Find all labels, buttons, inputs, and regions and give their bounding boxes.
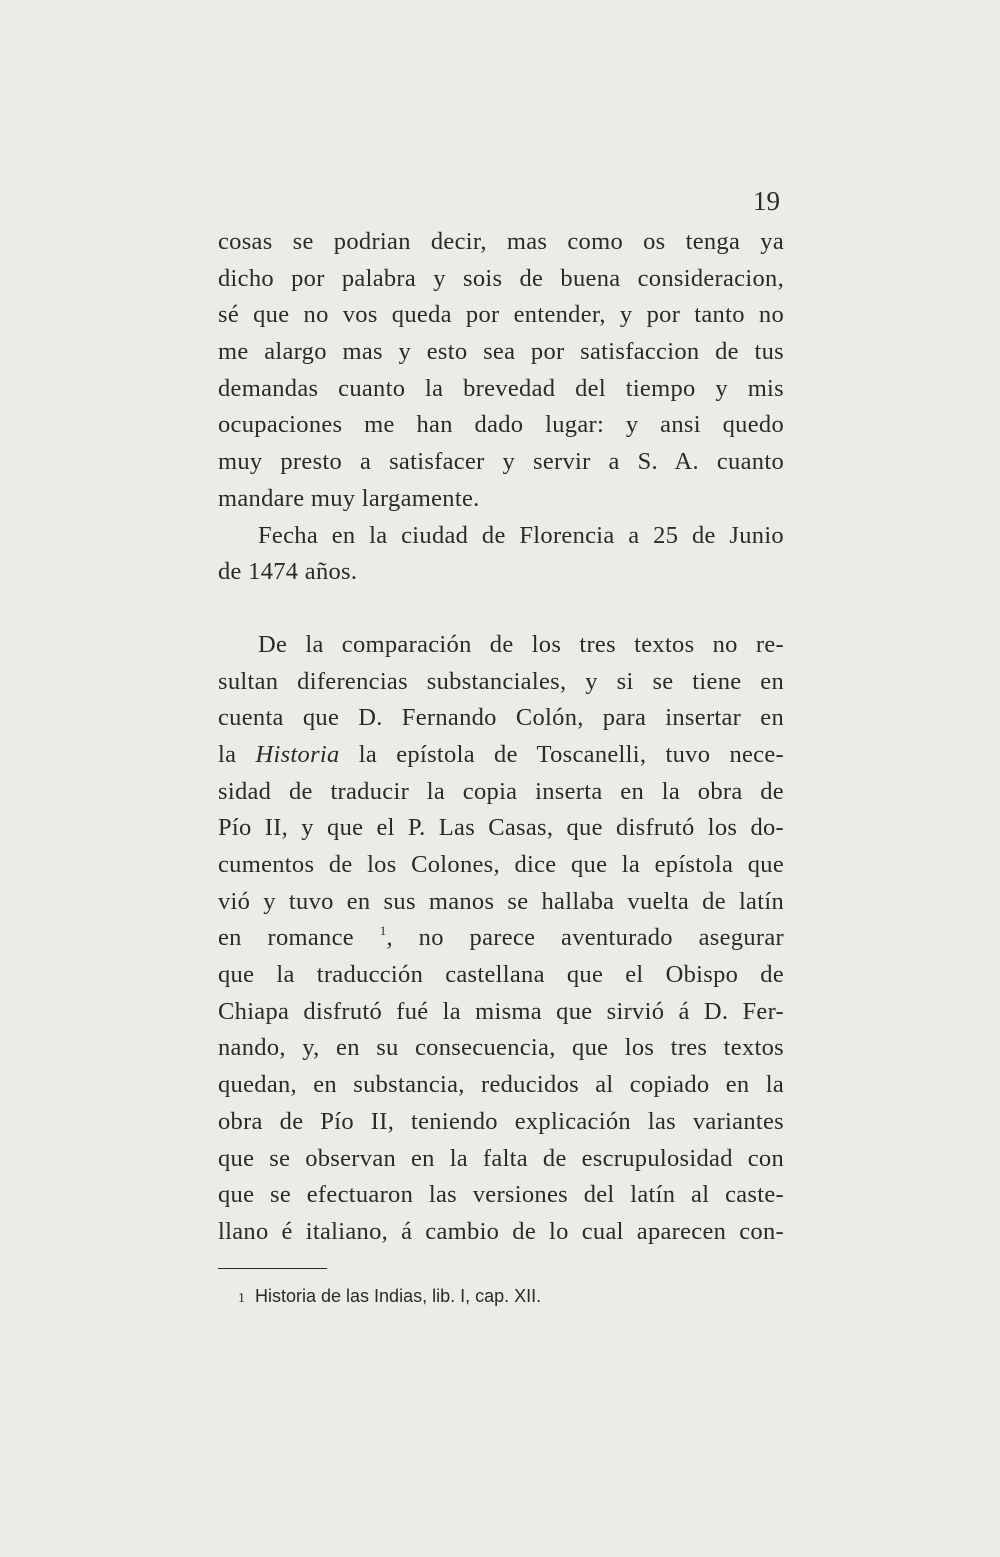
paragraph-date xyxy=(218,518,784,591)
text-line: de 1474 años. xyxy=(218,558,358,586)
text-line: demandas cuanto la brevedad del tiempo y mis xyxy=(218,374,784,402)
paragraph-spacer xyxy=(218,591,784,627)
text-line: De la comparación de los tres textos no re- xyxy=(258,630,784,658)
footnote-number: 1 xyxy=(238,1291,245,1306)
text-line: sultan diferencias substanciales, y si se tiene en xyxy=(218,667,784,695)
text-line: sidad de traducir la copia inserta en la obra de xyxy=(218,777,784,805)
footnote-divider xyxy=(218,1268,327,1269)
text-segment: la xyxy=(218,740,256,768)
text-line: dicho por palabra y sois de buena consideracion, xyxy=(218,264,784,292)
text-line: nando, y, en su consecuencia, que los tres textos xyxy=(218,1034,784,1062)
footnote-text: Historia de las Indias, lib. I, cap. XII. xyxy=(255,1286,542,1306)
text-line: Chiapa disfrutó fué la misma que sirvió á D. Fer- xyxy=(218,997,784,1025)
text-line: me alargo mas y esto sea por satisfaccion de tus xyxy=(218,338,784,366)
text-line: ocupaciones me han dado lugar: y ansi quedo xyxy=(218,411,784,439)
footnote xyxy=(238,1284,541,1311)
text-line: cuenta que D. Fernando Colón, para insertar en xyxy=(218,704,784,732)
text-segment: en romance xyxy=(218,924,380,952)
paragraph-comparison xyxy=(218,627,784,1251)
paragraph-letter-closing xyxy=(218,224,784,518)
text-line: vió y tuvo en sus manos se hallaba vuelta de latín xyxy=(218,887,784,915)
text-line: mandare muy largamente. xyxy=(218,484,480,512)
text-line: quedan, en substancia, reducidos al copiado en la xyxy=(218,1071,784,1099)
text-line: Fecha en la ciudad de Florencia a 25 de Junio xyxy=(258,521,784,549)
text-line: sé que no vos queda por entender, y por tanto no xyxy=(218,301,784,329)
text-line: muy presto a satisfacer y servir a S. A. cuanto xyxy=(218,448,784,476)
text-segment: la epístola de Toscanelli, tuvo nece- xyxy=(339,740,784,768)
page-number: 19 xyxy=(753,186,780,216)
text-line: Pío II, y que el P. Las Casas, que disfrutó los do- xyxy=(218,814,784,842)
text-segment: , no parece aventurado asegurar xyxy=(386,924,784,952)
text-line-with-italic xyxy=(218,737,784,774)
italic-book-title: Historia xyxy=(255,740,340,768)
text-line: que se efectuaron las versiones del latín al caste- xyxy=(218,1181,784,1209)
footnote-reference[interactable]: 1 xyxy=(379,923,387,939)
text-line: cumentos de los Colones, dice que la epístola que xyxy=(218,851,784,878)
text-line: llano é italiano, á cambio de lo cual aparecen con- xyxy=(218,1217,784,1245)
body-text xyxy=(218,224,784,1251)
text-line: que se observan en la falta de escrupulosidad con xyxy=(218,1144,784,1172)
text-line: obra de Pío II, teniendo explicación las variantes xyxy=(218,1107,784,1135)
text-line: cosas se podrian decir, mas como os tenga ya xyxy=(218,228,784,255)
text-line: que la traducción castellana que el Obispo de xyxy=(218,961,784,989)
text-line-with-footnote-ref xyxy=(218,920,784,957)
